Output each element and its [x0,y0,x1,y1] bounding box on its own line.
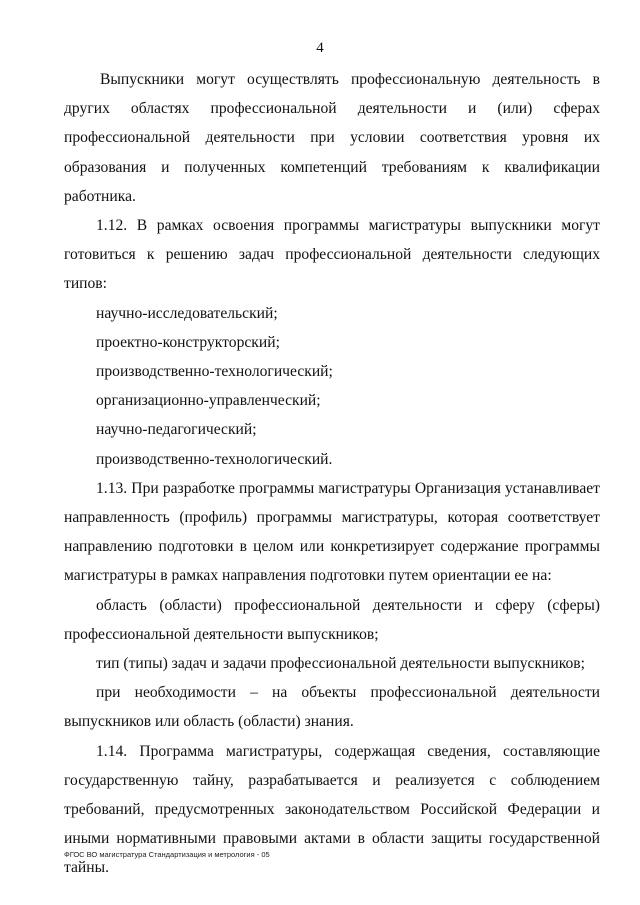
paragraph-1-13-area: область (области) профессиональной деятельности и сферу (сферы) профессиональной деятельности выпускников; [64,596,600,643]
paragraph-1-13-task-types: тип (типы) задач и задачи профессиональной деятельности выпускников; [96,655,585,673]
list-item: научно-педагогический; [96,421,257,439]
paragraph-1-13-objects: при необходимости – на объекты профессиональной деятельности выпускников или область (области) знания. [64,684,600,731]
footer-caption: ФГОС ВО магистратура Стандартизация и метрология - 05 [64,850,270,859]
list-item: производственно-технологический. [96,450,333,468]
paragraph-1-12: 1.12. В рамках освоения программы магистратуры выпускники могут готовиться к решению задач профессиональной деятельности следующих типов: [64,217,600,293]
list-item: научно-исследовательский; [96,304,278,322]
paragraph-graduates-other-areas: Выпускники могут осуществлять профессиональную деятельность в других областях профессиональной деятельности и (или) сферах профессиональной деятельности при условии соответствия уровня их образования и полученных компетенций требованиям к квалификации работника. [64,71,600,205]
list-item: производственно-технологический; [96,363,333,381]
task-types-list [64,299,600,474]
paragraph-1-13: 1.13. При разработке программы магистратуры Организация устанавливает направленность (профиль) программы магистратуры, которая соответствует направлению подготовки в целом или конкретизирует содержание программы магистратуры в рамках направления подготовки путем ориентации ее на: [64,479,600,585]
list-item: организационно-управленческий; [96,392,321,410]
document-body [64,65,600,883]
paragraph-1-14: 1.14. Программа магистратуры, содержащая сведения, составляющие государственную тайну, разрабатывается и реализуется с соблюдением требований, предусмотренных законодательством Российской Федерации и иными нормативными правовыми актами в области защиты государственной тайны. [64,742,600,877]
page-number: 4 [316,40,324,56]
list-item: проектно-конструкторский; [96,333,280,351]
